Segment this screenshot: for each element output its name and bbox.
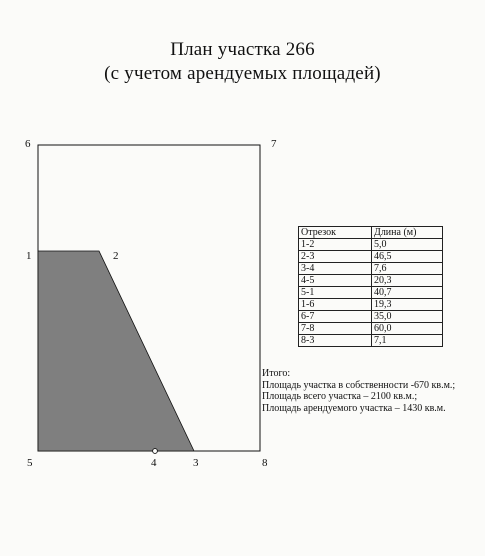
summary-line-total-area: Площадь всего участка – 2100 кв.м.; <box>262 391 418 403</box>
point-label-3: 3 <box>193 457 199 469</box>
point-label-8: 8 <box>262 457 268 469</box>
segment-cell: 7-8 <box>299 323 372 335</box>
length-cell: 19,3 <box>372 299 443 311</box>
segment-cell: 1-2 <box>299 239 372 251</box>
segment-cell: 8-3 <box>299 335 372 347</box>
length-cell: 35,0 <box>372 311 443 323</box>
owned-area-polygon <box>38 251 194 451</box>
segment-cell: 5-1 <box>299 287 372 299</box>
segment-cell: 3-4 <box>299 263 372 275</box>
table-row <box>299 263 443 275</box>
column-header-segment: Отрезок <box>299 227 372 239</box>
segment-cell: 6-7 <box>299 311 372 323</box>
length-cell: 46,5 <box>372 251 443 263</box>
length-cell: 5,0 <box>372 239 443 251</box>
segments-table <box>298 226 443 347</box>
point-label-4: 4 <box>151 457 157 469</box>
area-summary <box>262 368 455 414</box>
plan-title: План участка 266 <box>170 39 315 60</box>
length-cell: 20,3 <box>372 275 443 287</box>
point-label-1: 1 <box>26 250 32 262</box>
table-row <box>299 311 443 323</box>
table-row <box>299 323 443 335</box>
table-header-row <box>299 227 443 239</box>
table-row <box>299 335 443 347</box>
plan-subtitle: (с учетом арендуемых площадей) <box>104 63 381 84</box>
point-label-2: 2 <box>113 250 119 262</box>
point-label-6: 6 <box>25 138 31 150</box>
point-label-7: 7 <box>271 138 277 150</box>
table-row <box>299 251 443 263</box>
length-cell: 7,6 <box>372 263 443 275</box>
segment-cell: 1-6 <box>299 299 372 311</box>
table-row <box>299 287 443 299</box>
table-row <box>299 239 443 251</box>
point-4-marker <box>153 449 158 454</box>
table-row <box>299 299 443 311</box>
summary-line-leased-area: Площадь арендуемого участка – 1430 кв.м. <box>262 402 446 414</box>
segment-cell: 4-5 <box>299 275 372 287</box>
length-cell: 7,1 <box>372 335 443 347</box>
table-row <box>299 275 443 287</box>
summary-heading: Итого: <box>262 368 291 379</box>
column-header-length: Длина (м) <box>372 227 443 239</box>
length-cell: 60,0 <box>372 323 443 335</box>
segment-cell: 2-3 <box>299 251 372 263</box>
point-label-5: 5 <box>27 457 33 469</box>
length-cell: 40,7 <box>372 287 443 299</box>
summary-line-owned-area: Площадь участка в собственности -670 кв.м.; <box>262 379 456 391</box>
